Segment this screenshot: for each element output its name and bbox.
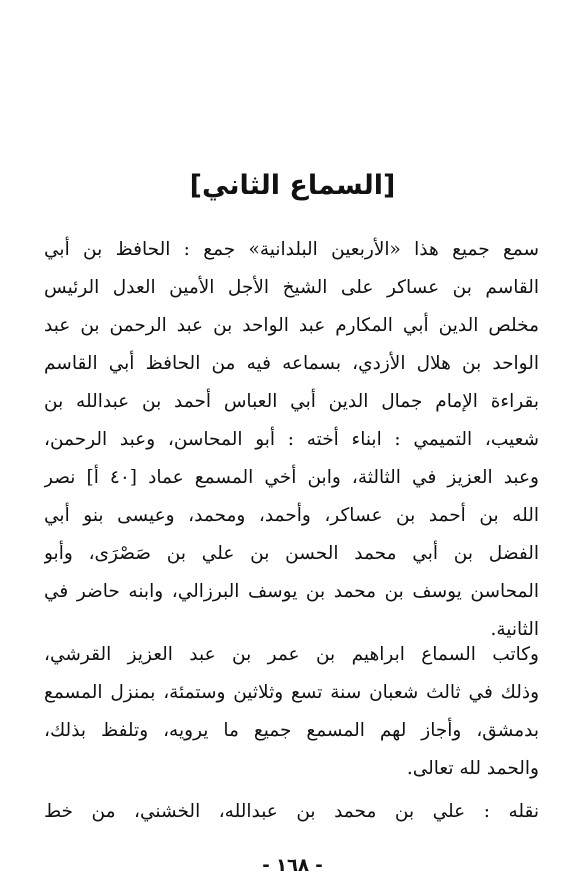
text-line: المحاسن يوسف بن محمد بن يوسف البرزالي، وابنه حاضر في bbox=[44, 581, 539, 602]
text-line: وعبد العزيز في الثالثة، وابن أخي المسمع عماد [٤٠ أ] نصر bbox=[44, 467, 539, 488]
text-line: القاسم بن عساكر على الشيخ الأجل الأمين العدل الرئيس bbox=[44, 277, 539, 298]
paragraph-transcriber bbox=[44, 793, 539, 831]
page-number: - ١٦٨ - bbox=[262, 855, 323, 876]
section-heading: [السماع الثاني] bbox=[189, 170, 396, 201]
text-line: الثانية. bbox=[490, 619, 539, 640]
text-line: نقله : علي بن محمد بن عبدالله، الخشني، من خط bbox=[44, 801, 539, 822]
text-line: الله بن أحمد بن عساكر، وأحمد، ومحمد، وعيسى بنو أبي bbox=[44, 505, 539, 526]
text-line: مخلص الدين أبي المكارم عبد الواحد بن عبد الرحمن بن عبد bbox=[44, 315, 539, 336]
paragraph-samaa-record bbox=[44, 231, 539, 649]
text-line: شعيب، التميمي : ابناء أخته : أبو المحاسن، وعبد الرحمن، bbox=[44, 429, 539, 450]
text-line: بقراءة الإمام جمال الدين أبي العباس أحمد بن عبدالله بن bbox=[44, 391, 539, 412]
text-line: بدمشق، وأجاز لهم المسمع جميع ما يرويه، وتلفظ بذلك، bbox=[44, 720, 539, 741]
text-line: سمع جميع هذا «الأربعين البلدانية» جمع : الحافظ بن أبي bbox=[44, 239, 539, 260]
text-line: وكاتب السماع ابراهيم بن عمر بن عبد العزيز القرشي، bbox=[44, 644, 539, 665]
text-line: الواحد بن هلال الأزدي، بسماعه فيه من الحافظ أبي القاسم bbox=[44, 353, 539, 374]
text-line: وذلك في ثالث شعبان سنة تسع وثلاثين وستمئة، بمنزل المسمع bbox=[44, 682, 539, 703]
text-line: الفضل بن أبي محمد الحسن بن علي بن صَصْرَى، وأبو bbox=[44, 543, 539, 564]
text-line: والحمد لله تعالى. bbox=[406, 758, 539, 779]
paragraph-scribe bbox=[44, 636, 539, 788]
